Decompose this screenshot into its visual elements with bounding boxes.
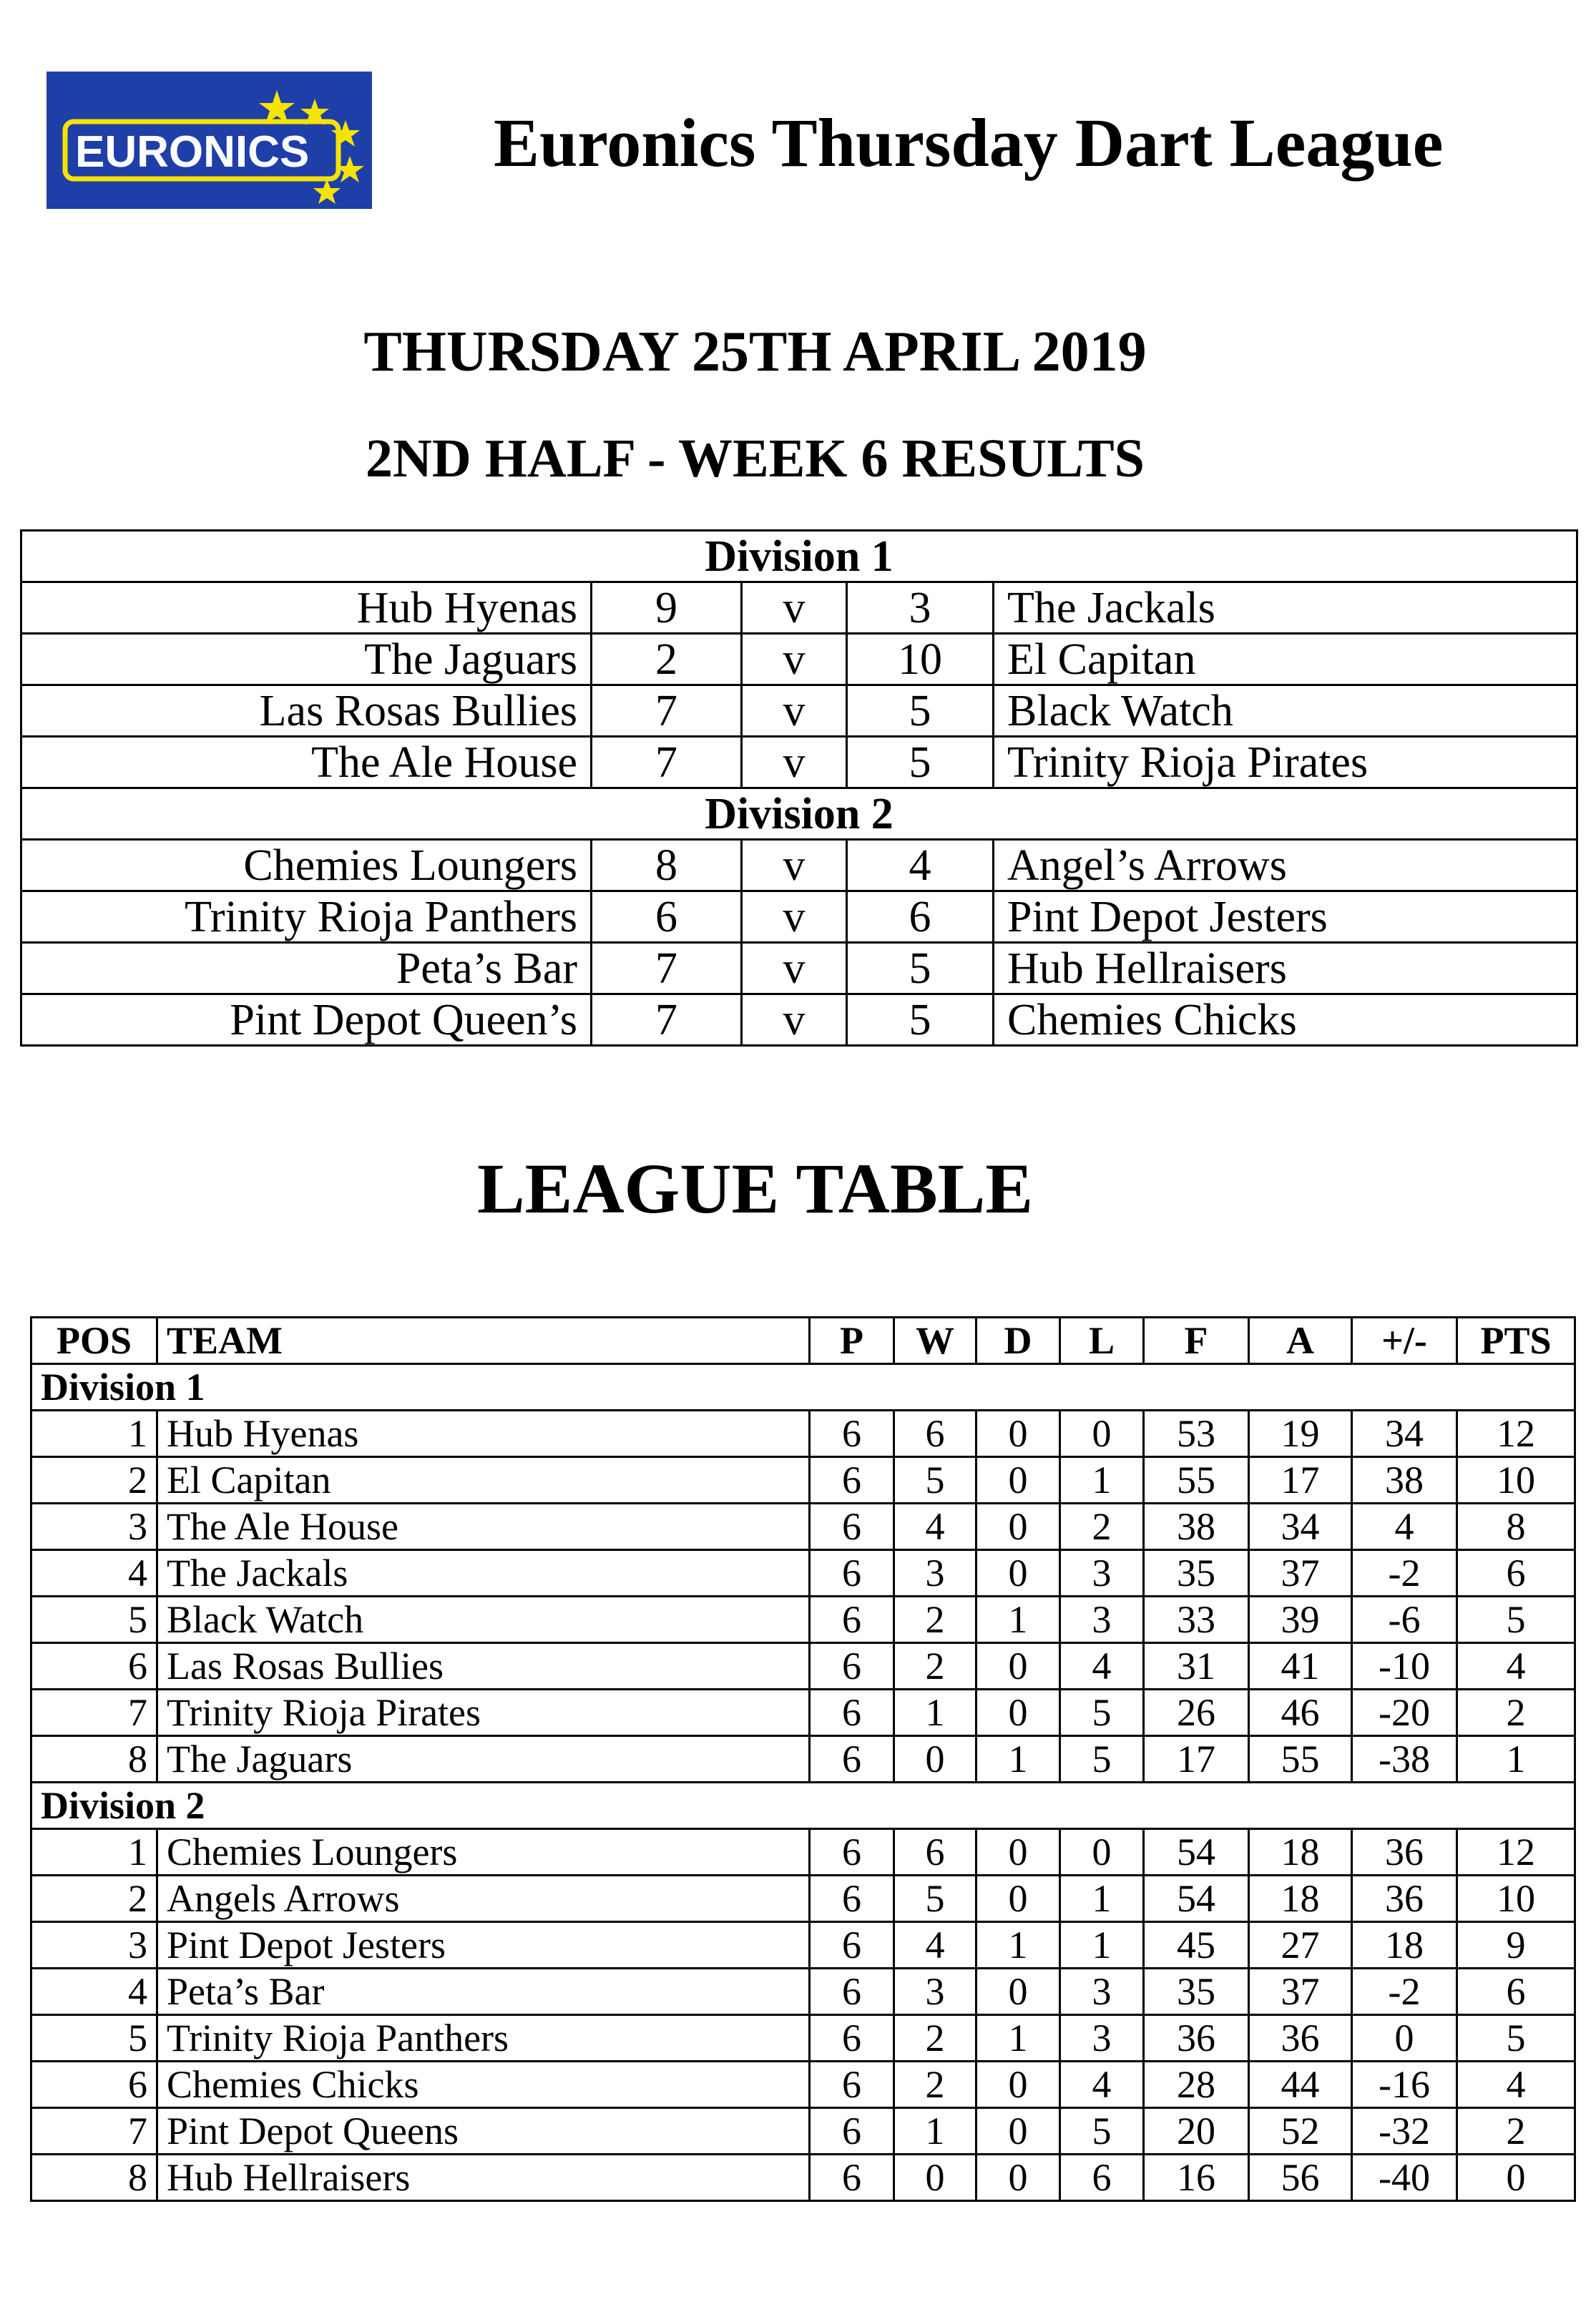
away-team: Hub Hellraisers bbox=[994, 943, 1577, 994]
points-cell: 5 bbox=[1457, 2015, 1575, 2062]
drawn-cell: 0 bbox=[976, 1690, 1060, 1736]
column-header-pos: POS bbox=[31, 1318, 157, 1364]
table-row bbox=[31, 1829, 1575, 1876]
away-team: Angel’s Arrows bbox=[994, 840, 1577, 891]
against-cell: 41 bbox=[1249, 1643, 1352, 1690]
table-row bbox=[31, 1597, 1575, 1643]
drawn-cell: 0 bbox=[976, 1969, 1060, 2015]
for-cell: 26 bbox=[1144, 1690, 1249, 1736]
points-cell: 10 bbox=[1457, 1876, 1575, 1922]
won-cell: 3 bbox=[894, 1550, 976, 1597]
against-cell: 17 bbox=[1249, 1457, 1352, 1504]
home-score: 8 bbox=[592, 840, 742, 891]
results-division-heading-row bbox=[21, 531, 1577, 582]
table-row bbox=[31, 2015, 1575, 2062]
against-cell: 18 bbox=[1249, 1876, 1352, 1922]
home-score: 7 bbox=[592, 737, 742, 788]
difference-cell: 36 bbox=[1352, 1829, 1457, 1876]
versus-label: v bbox=[742, 994, 847, 1046]
home-team: Las Rosas Bullies bbox=[21, 685, 592, 737]
played-cell: 6 bbox=[810, 2015, 894, 2062]
played-cell: 6 bbox=[810, 1411, 894, 1457]
for-cell: 55 bbox=[1144, 1457, 1249, 1504]
results-table bbox=[20, 529, 1578, 1047]
match-row bbox=[21, 891, 1577, 943]
league-division-row bbox=[31, 1783, 1575, 1829]
lost-cell: 3 bbox=[1060, 1969, 1144, 2015]
team-name-cell: Hub Hellraisers bbox=[157, 2155, 810, 2201]
lost-cell: 5 bbox=[1060, 1690, 1144, 1736]
difference-cell: -32 bbox=[1352, 2108, 1457, 2155]
for-cell: 36 bbox=[1144, 2015, 1249, 2062]
team-name-cell: Chemies Loungers bbox=[157, 1829, 810, 1876]
team-name-cell: Hub Hyenas bbox=[157, 1411, 810, 1457]
match-row bbox=[21, 582, 1577, 634]
points-cell: 4 bbox=[1457, 1643, 1575, 1690]
played-cell: 6 bbox=[810, 1829, 894, 1876]
difference-cell: 38 bbox=[1352, 1457, 1457, 1504]
results-division-heading: Division 2 bbox=[21, 788, 1577, 840]
home-score: 7 bbox=[592, 943, 742, 994]
lost-cell: 5 bbox=[1060, 2108, 1144, 2155]
difference-cell: -38 bbox=[1352, 1736, 1457, 1783]
home-team: Peta’s Bar bbox=[21, 943, 592, 994]
results-body bbox=[21, 531, 1577, 1046]
match-row bbox=[21, 634, 1577, 685]
versus-label: v bbox=[742, 943, 847, 994]
won-cell: 3 bbox=[894, 1969, 976, 2015]
team-name-cell: Pint Depot Queens bbox=[157, 2108, 810, 2155]
against-cell: 37 bbox=[1249, 1550, 1352, 1597]
results-division-heading: Division 1 bbox=[21, 531, 1577, 582]
for-cell: 45 bbox=[1144, 1922, 1249, 1969]
column-header-drawn: D bbox=[976, 1318, 1060, 1364]
won-cell: 5 bbox=[894, 1457, 976, 1504]
against-cell: 18 bbox=[1249, 1829, 1352, 1876]
position-cell: 2 bbox=[31, 1876, 157, 1922]
away-team: Trinity Rioja Pirates bbox=[994, 737, 1577, 788]
drawn-cell: 0 bbox=[976, 2108, 1060, 2155]
logo-wordmark: EURONICS bbox=[75, 127, 310, 177]
against-cell: 55 bbox=[1249, 1736, 1352, 1783]
against-cell: 19 bbox=[1249, 1411, 1352, 1457]
away-team: Black Watch bbox=[994, 685, 1577, 737]
away-score: 6 bbox=[847, 891, 994, 943]
home-team: Trinity Rioja Panthers bbox=[21, 891, 592, 943]
won-cell: 4 bbox=[894, 1922, 976, 1969]
points-cell: 9 bbox=[1457, 1922, 1575, 1969]
played-cell: 6 bbox=[810, 1504, 894, 1550]
for-cell: 53 bbox=[1144, 1411, 1249, 1457]
played-cell: 6 bbox=[810, 1736, 894, 1783]
against-cell: 46 bbox=[1249, 1690, 1352, 1736]
lost-cell: 6 bbox=[1060, 2155, 1144, 2201]
difference-cell: 4 bbox=[1352, 1504, 1457, 1550]
drawn-cell: 0 bbox=[976, 1876, 1060, 1922]
position-cell: 4 bbox=[31, 1969, 157, 2015]
for-cell: 54 bbox=[1144, 1876, 1249, 1922]
difference-cell: -40 bbox=[1352, 2155, 1457, 2201]
drawn-cell: 1 bbox=[976, 1736, 1060, 1783]
position-cell: 5 bbox=[31, 1597, 157, 1643]
played-cell: 6 bbox=[810, 1922, 894, 1969]
table-row bbox=[31, 1876, 1575, 1922]
table-row bbox=[31, 1504, 1575, 1550]
lost-cell: 4 bbox=[1060, 1643, 1144, 1690]
lost-cell: 5 bbox=[1060, 1736, 1144, 1783]
won-cell: 0 bbox=[894, 1736, 976, 1783]
played-cell: 6 bbox=[810, 2108, 894, 2155]
lost-cell: 0 bbox=[1060, 1829, 1144, 1876]
drawn-cell: 0 bbox=[976, 1457, 1060, 1504]
away-score: 10 bbox=[847, 634, 994, 685]
position-cell: 4 bbox=[31, 1550, 157, 1597]
column-header-won: W bbox=[894, 1318, 976, 1364]
against-cell: 34 bbox=[1249, 1504, 1352, 1550]
table-row bbox=[31, 1457, 1575, 1504]
team-name-cell: El Capitan bbox=[157, 1457, 810, 1504]
won-cell: 2 bbox=[894, 1643, 976, 1690]
won-cell: 6 bbox=[894, 1829, 976, 1876]
position-cell: 7 bbox=[31, 2108, 157, 2155]
played-cell: 6 bbox=[810, 1597, 894, 1643]
team-name-cell: Trinity Rioja Panthers bbox=[157, 2015, 810, 2062]
difference-cell: 0 bbox=[1352, 2015, 1457, 2062]
drawn-cell: 0 bbox=[976, 1504, 1060, 1550]
league-body bbox=[31, 1364, 1575, 2201]
played-cell: 6 bbox=[810, 1643, 894, 1690]
for-cell: 35 bbox=[1144, 1550, 1249, 1597]
lost-cell: 0 bbox=[1060, 1411, 1144, 1457]
table-row bbox=[31, 1690, 1575, 1736]
position-cell: 8 bbox=[31, 2155, 157, 2201]
points-cell: 6 bbox=[1457, 1550, 1575, 1597]
home-team: The Jaguars bbox=[21, 634, 592, 685]
drawn-cell: 1 bbox=[976, 1597, 1060, 1643]
away-score: 5 bbox=[847, 685, 994, 737]
table-row bbox=[31, 2108, 1575, 2155]
lost-cell: 1 bbox=[1060, 1457, 1144, 1504]
column-header-difference: +/- bbox=[1352, 1318, 1457, 1364]
drawn-cell: 0 bbox=[976, 2062, 1060, 2108]
home-score: 6 bbox=[592, 891, 742, 943]
lost-cell: 3 bbox=[1060, 1597, 1144, 1643]
played-cell: 6 bbox=[810, 1457, 894, 1504]
drawn-cell: 0 bbox=[976, 1411, 1060, 1457]
table-row bbox=[31, 2062, 1575, 2108]
won-cell: 0 bbox=[894, 2155, 976, 2201]
lost-cell: 1 bbox=[1060, 1876, 1144, 1922]
home-score: 9 bbox=[592, 582, 742, 634]
drawn-cell: 1 bbox=[976, 2015, 1060, 2062]
home-score: 2 bbox=[592, 634, 742, 685]
league-header-row bbox=[31, 1318, 1575, 1364]
away-score: 5 bbox=[847, 737, 994, 788]
away-team: El Capitan bbox=[994, 634, 1577, 685]
results-division-heading-row bbox=[21, 788, 1577, 840]
league-table bbox=[30, 1316, 1576, 2202]
column-header-against: A bbox=[1249, 1318, 1352, 1364]
difference-cell: 34 bbox=[1352, 1411, 1457, 1457]
points-cell: 1 bbox=[1457, 1736, 1575, 1783]
position-cell: 6 bbox=[31, 2062, 157, 2108]
drawn-cell: 0 bbox=[976, 1550, 1060, 1597]
lost-cell: 4 bbox=[1060, 2062, 1144, 2108]
team-name-cell: Las Rosas Bullies bbox=[157, 1643, 810, 1690]
played-cell: 6 bbox=[810, 1876, 894, 1922]
position-cell: 1 bbox=[31, 1829, 157, 1876]
team-name-cell: The Jaguars bbox=[157, 1736, 810, 1783]
table-row bbox=[31, 1643, 1575, 1690]
team-name-cell: Peta’s Bar bbox=[157, 1969, 810, 2015]
lost-cell: 2 bbox=[1060, 1504, 1144, 1550]
difference-cell: -16 bbox=[1352, 2062, 1457, 2108]
league-division-heading: Division 1 bbox=[31, 1364, 1575, 1411]
versus-label: v bbox=[742, 582, 847, 634]
away-score: 5 bbox=[847, 994, 994, 1046]
against-cell: 56 bbox=[1249, 2155, 1352, 2201]
won-cell: 2 bbox=[894, 1597, 976, 1643]
against-cell: 37 bbox=[1249, 1969, 1352, 2015]
position-cell: 5 bbox=[31, 2015, 157, 2062]
difference-cell: -10 bbox=[1352, 1643, 1457, 1690]
played-cell: 6 bbox=[810, 1550, 894, 1597]
league-division-row bbox=[31, 1364, 1575, 1411]
euronics-logo-graphic bbox=[46, 72, 372, 209]
away-score: 3 bbox=[847, 582, 994, 634]
won-cell: 2 bbox=[894, 2062, 976, 2108]
against-cell: 52 bbox=[1249, 2108, 1352, 2155]
versus-label: v bbox=[742, 891, 847, 943]
versus-label: v bbox=[742, 634, 847, 685]
played-cell: 6 bbox=[810, 1969, 894, 2015]
position-cell: 7 bbox=[31, 1690, 157, 1736]
away-team: Pint Depot Jesters bbox=[994, 891, 1577, 943]
drawn-cell: 0 bbox=[976, 1643, 1060, 1690]
points-cell: 4 bbox=[1457, 2062, 1575, 2108]
points-cell: 6 bbox=[1457, 1969, 1575, 2015]
league-table-heading: LEAGUE TABLE bbox=[476, 1149, 1034, 1228]
versus-label: v bbox=[742, 685, 847, 737]
page-title: Euronics Thursday Dart League bbox=[494, 104, 1444, 181]
for-cell: 35 bbox=[1144, 1969, 1249, 2015]
match-row bbox=[21, 737, 1577, 788]
position-cell: 3 bbox=[31, 1922, 157, 1969]
drawn-cell: 0 bbox=[976, 1829, 1060, 1876]
versus-label: v bbox=[742, 737, 847, 788]
won-cell: 5 bbox=[894, 1876, 976, 1922]
position-cell: 8 bbox=[31, 1736, 157, 1783]
home-team: Chemies Loungers bbox=[21, 840, 592, 891]
home-score: 7 bbox=[592, 685, 742, 737]
away-score: 5 bbox=[847, 943, 994, 994]
match-row bbox=[21, 840, 1577, 891]
points-cell: 8 bbox=[1457, 1504, 1575, 1550]
home-team: Pint Depot Queen’s bbox=[21, 994, 592, 1046]
against-cell: 36 bbox=[1249, 2015, 1352, 2062]
away-score: 4 bbox=[847, 840, 994, 891]
points-cell: 12 bbox=[1457, 1829, 1575, 1876]
for-cell: 17 bbox=[1144, 1736, 1249, 1783]
against-cell: 44 bbox=[1249, 2062, 1352, 2108]
points-cell: 12 bbox=[1457, 1411, 1575, 1457]
team-name-cell: Pint Depot Jesters bbox=[157, 1922, 810, 1969]
table-row bbox=[31, 1969, 1575, 2015]
against-cell: 27 bbox=[1249, 1922, 1352, 1969]
position-cell: 2 bbox=[31, 1457, 157, 1504]
for-cell: 16 bbox=[1144, 2155, 1249, 2201]
won-cell: 6 bbox=[894, 1411, 976, 1457]
won-cell: 2 bbox=[894, 2015, 976, 2062]
match-row bbox=[21, 943, 1577, 994]
away-team: Chemies Chicks bbox=[994, 994, 1577, 1046]
home-score: 7 bbox=[592, 994, 742, 1046]
drawn-cell: 0 bbox=[976, 2155, 1060, 2201]
versus-label: v bbox=[742, 840, 847, 891]
difference-cell: -2 bbox=[1352, 1550, 1457, 1597]
table-row bbox=[31, 1411, 1575, 1457]
for-cell: 28 bbox=[1144, 2062, 1249, 2108]
for-cell: 20 bbox=[1144, 2108, 1249, 2155]
played-cell: 6 bbox=[810, 2155, 894, 2201]
column-header-played: P bbox=[810, 1318, 894, 1364]
points-cell: 10 bbox=[1457, 1457, 1575, 1504]
for-cell: 38 bbox=[1144, 1504, 1249, 1550]
difference-cell: -20 bbox=[1352, 1690, 1457, 1736]
column-header-team: TEAM bbox=[157, 1318, 810, 1364]
position-cell: 6 bbox=[31, 1643, 157, 1690]
position-cell: 1 bbox=[31, 1411, 157, 1457]
for-cell: 31 bbox=[1144, 1643, 1249, 1690]
week-heading: 2ND HALF - WEEK 6 RESULTS bbox=[366, 428, 1145, 489]
home-team: Hub Hyenas bbox=[21, 582, 592, 634]
points-cell: 0 bbox=[1457, 2155, 1575, 2201]
points-cell: 2 bbox=[1457, 2108, 1575, 2155]
difference-cell: -6 bbox=[1352, 1597, 1457, 1643]
column-header-points: PTS bbox=[1457, 1318, 1575, 1364]
points-cell: 2 bbox=[1457, 1690, 1575, 1736]
table-row bbox=[31, 1550, 1575, 1597]
euronics-logo bbox=[46, 72, 372, 209]
away-team: The Jackals bbox=[994, 582, 1577, 634]
match-row bbox=[21, 685, 1577, 737]
lost-cell: 3 bbox=[1060, 1550, 1144, 1597]
lost-cell: 1 bbox=[1060, 1922, 1144, 1969]
won-cell: 1 bbox=[894, 1690, 976, 1736]
difference-cell: 18 bbox=[1352, 1922, 1457, 1969]
table-row bbox=[31, 1736, 1575, 1783]
home-team: The Ale House bbox=[21, 737, 592, 788]
drawn-cell: 1 bbox=[976, 1922, 1060, 1969]
for-cell: 33 bbox=[1144, 1597, 1249, 1643]
team-name-cell: The Ale House bbox=[157, 1504, 810, 1550]
team-name-cell: Chemies Chicks bbox=[157, 2062, 810, 2108]
date-heading: THURSDAY 25TH APRIL 2019 bbox=[363, 320, 1147, 383]
difference-cell: 36 bbox=[1352, 1876, 1457, 1922]
match-row bbox=[21, 994, 1577, 1046]
table-row bbox=[31, 1922, 1575, 1969]
won-cell: 4 bbox=[894, 1504, 976, 1550]
against-cell: 39 bbox=[1249, 1597, 1352, 1643]
played-cell: 6 bbox=[810, 2062, 894, 2108]
won-cell: 1 bbox=[894, 2108, 976, 2155]
played-cell: 6 bbox=[810, 1690, 894, 1736]
team-name-cell: Angels Arrows bbox=[157, 1876, 810, 1922]
team-name-cell: The Jackals bbox=[157, 1550, 810, 1597]
position-cell: 3 bbox=[31, 1504, 157, 1550]
points-cell: 5 bbox=[1457, 1597, 1575, 1643]
table-row bbox=[31, 2155, 1575, 2201]
team-name-cell: Black Watch bbox=[157, 1597, 810, 1643]
difference-cell: -2 bbox=[1352, 1969, 1457, 2015]
for-cell: 54 bbox=[1144, 1829, 1249, 1876]
column-header-for: F bbox=[1144, 1318, 1249, 1364]
league-division-heading: Division 2 bbox=[31, 1783, 1575, 1829]
lost-cell: 3 bbox=[1060, 2015, 1144, 2062]
team-name-cell: Trinity Rioja Pirates bbox=[157, 1690, 810, 1736]
column-header-lost: L bbox=[1060, 1318, 1144, 1364]
